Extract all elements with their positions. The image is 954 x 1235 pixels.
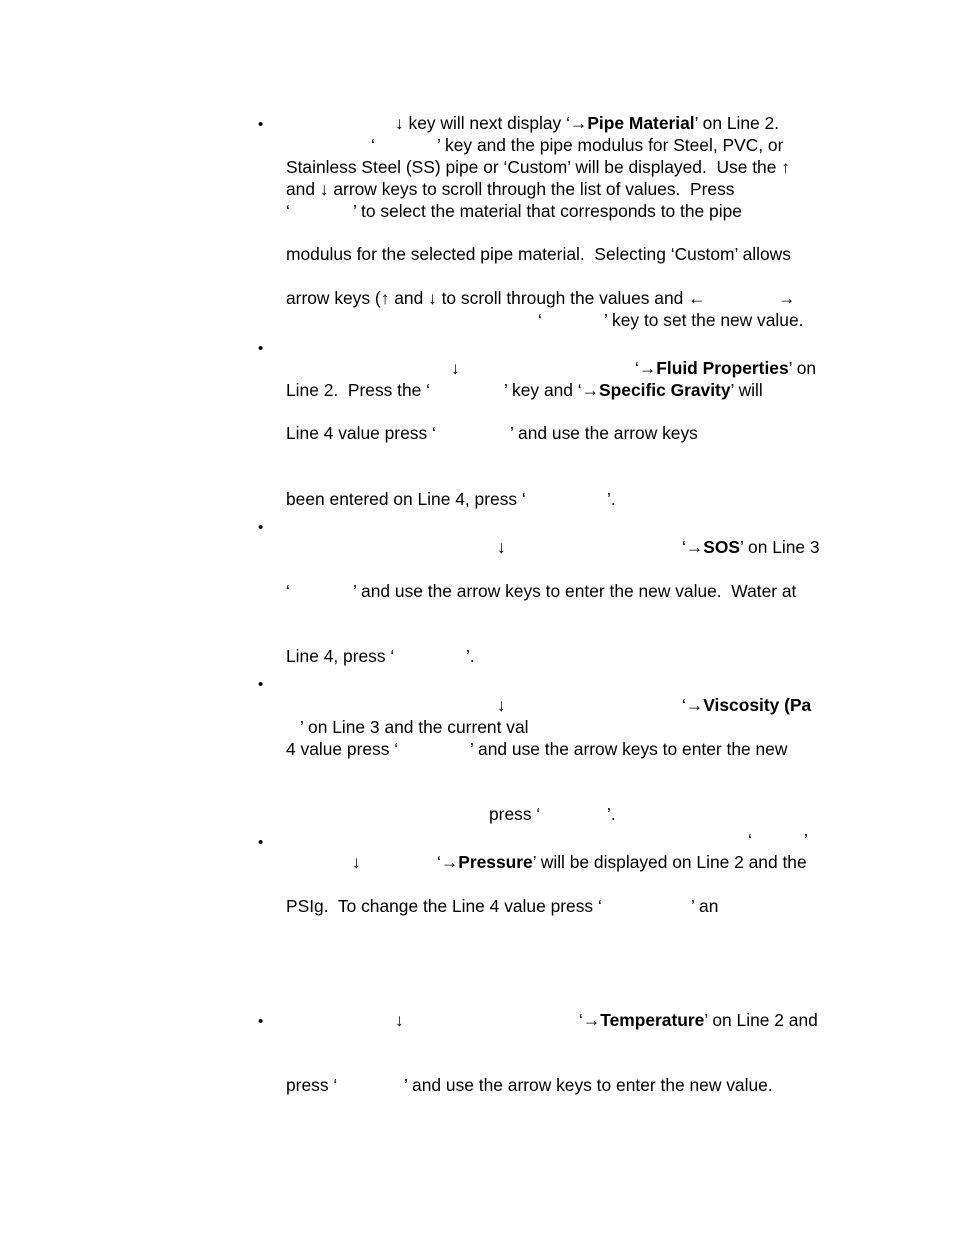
text-line: ’ and use the arrow keys to enter the new value. Water at: [353, 581, 797, 601]
text-line: ↓: [395, 1010, 404, 1030]
text-line: Line 4, press ‘: [286, 646, 395, 666]
list-bullet: •: [258, 519, 264, 536]
list-bullet: •: [258, 676, 264, 693]
text-line: press ‘: [286, 1075, 338, 1095]
text-line: 4 value press ‘: [286, 739, 399, 759]
text-line: ’ and use the arrow keys to enter the new: [470, 739, 788, 759]
text-line: ‘→Fluid Properties’ on: [635, 358, 817, 378]
text-line: ’: [804, 830, 808, 850]
text-line: ’ and use the arrow keys to enter the new value.: [404, 1075, 773, 1095]
text-line: ’ an: [691, 896, 719, 916]
text-line: modulus for the selected pipe material. Selecting ‘Custom’ allows: [286, 244, 791, 264]
text-line: ↓: [352, 852, 361, 872]
text-line: Line 2. Press the ‘: [286, 380, 431, 400]
text-line: ’ to select the material that corresponds to the pipe: [353, 201, 742, 221]
text-line: ’ key and ‘→Specific Gravity’ will: [504, 380, 763, 400]
list-bullet: •: [258, 340, 264, 357]
text-line: ‘→Pressure’ will be displayed on Line 2 and the: [437, 852, 807, 872]
text-line: ↓: [497, 537, 506, 557]
text-line: ‘: [371, 135, 375, 155]
text-line: ’.: [607, 804, 616, 824]
text-line: ’ key and the pipe modulus for Steel, PVC, or: [437, 135, 784, 155]
list-bullet: •: [258, 834, 264, 851]
text-line: ‘: [538, 310, 542, 330]
text-line: ↓: [497, 695, 506, 715]
text-line: ‘: [748, 830, 752, 850]
text-line: PSIg. To change the Line 4 value press ‘: [286, 896, 602, 916]
text-line: ’.: [466, 646, 475, 666]
text-line: ‘→Viscosity (Pa: [682, 695, 812, 715]
text-line: ’ key to set the new value.: [604, 310, 804, 330]
text-line: been entered on Line 4, press ‘: [286, 489, 526, 509]
text-line: ‘→Temperature’ on Line 2 and: [579, 1010, 818, 1030]
text-line: and ↓ arrow keys to scroll through the list of values. Press: [286, 179, 735, 199]
text-line: →: [778, 288, 796, 308]
text-line: Stainless Steel (SS) pipe or ‘Custom’ will be displayed. Use the ↑: [286, 157, 790, 177]
text-line: ‘→SOS’ on Line 3: [682, 537, 820, 557]
text-line: ’ on Line 3 and the current val: [300, 717, 529, 737]
text-line: ↓: [451, 358, 460, 378]
text-line: ’ and use the arrow keys: [510, 423, 698, 443]
text-line: arrow keys (↑ and ↓ to scroll through the values and ←: [286, 288, 706, 308]
text-line: ‘: [286, 201, 290, 221]
text-line: ’.: [607, 489, 616, 509]
text-line: press ‘: [489, 804, 541, 824]
text-line: ‘: [286, 581, 290, 601]
text-line: Line 4 value press ‘: [286, 423, 436, 443]
text-line: ↓ key will next display ‘→Pipe Material’ on Line 2.: [395, 113, 780, 133]
list-bullet: •: [258, 116, 264, 133]
list-bullet: •: [258, 1013, 264, 1030]
